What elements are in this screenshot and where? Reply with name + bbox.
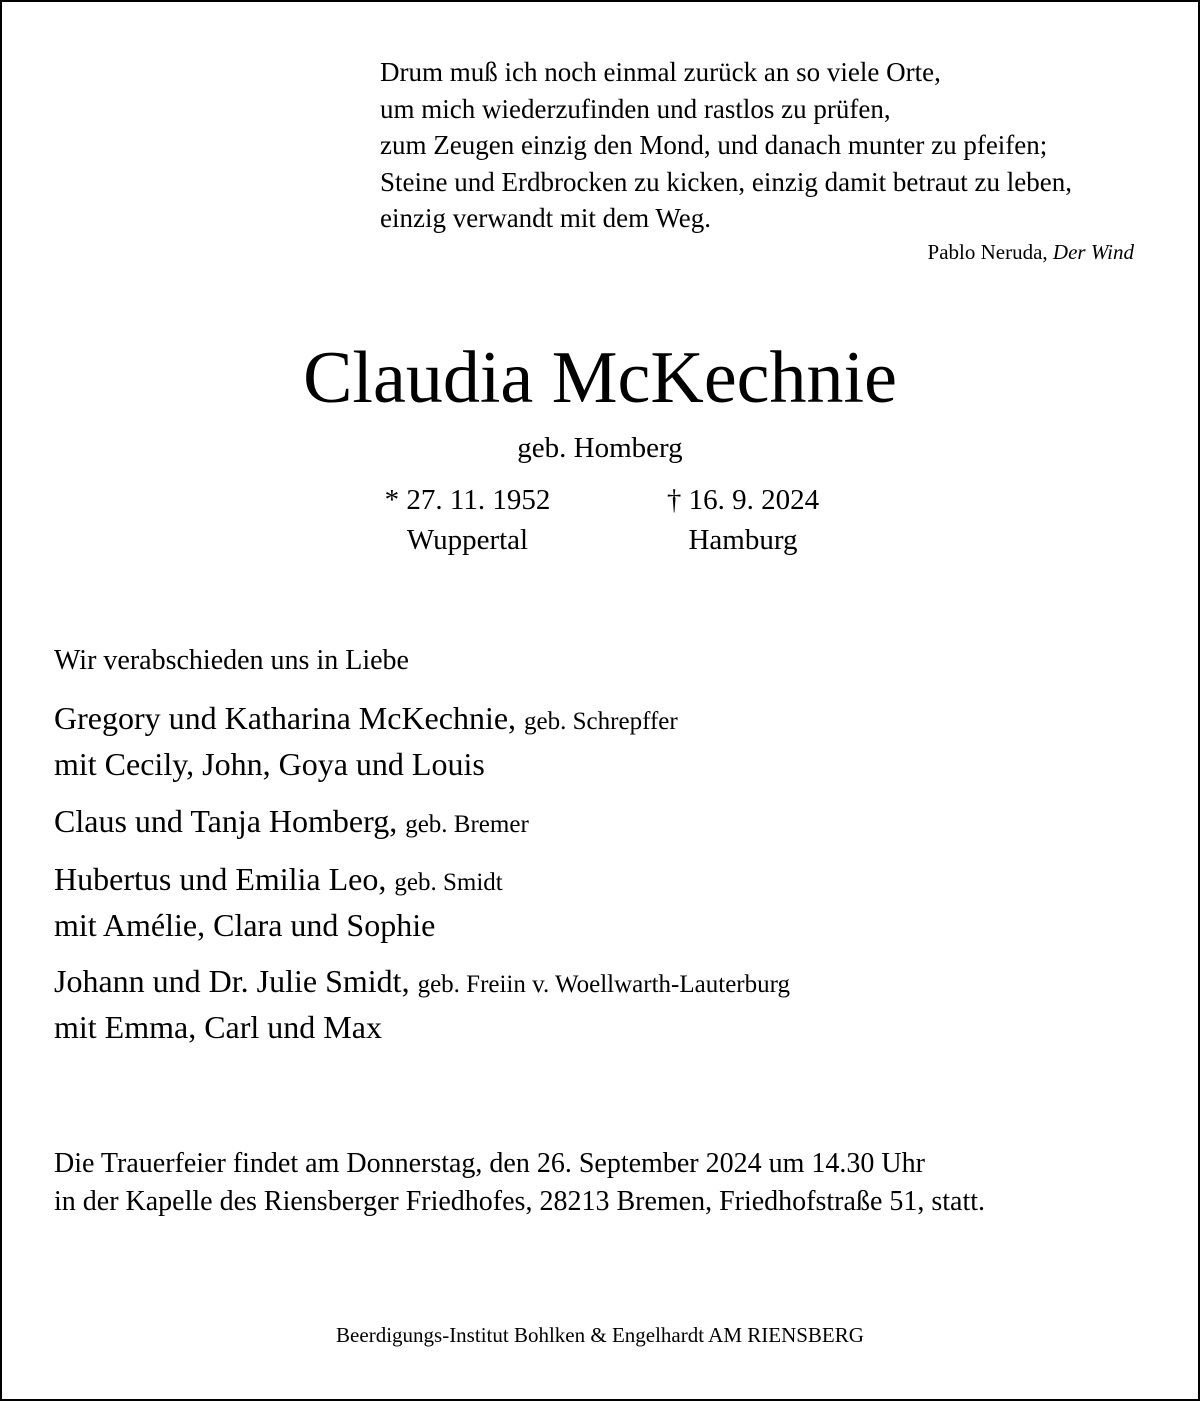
poem-author: Pablo Neruda,: [927, 240, 1048, 264]
ceremony-line: Die Trauerfeier findet am Donnerstag, den 26. September 2024 um 14.30 Uhr: [54, 1148, 925, 1179]
family-maiden-name: geb. Freiin v. Woellwarth-Lauterburg: [417, 971, 790, 998]
family-names-line: [54, 858, 503, 904]
poem-line: zum Zeugen einzig den Mond, und danach munter zu pfeifen;: [380, 130, 1048, 160]
undertaker: Beerdigungs-Institut Bohlken & Engelhardt AM RIENSBERG: [336, 1323, 864, 1347]
family-names: Gregory und Katharina McKechnie,: [54, 700, 517, 736]
death-info: [638, 480, 848, 560]
ceremony-info: [54, 1145, 985, 1220]
ceremony-line: in der Kapelle des Riensberger Friedhofes, 28213 Bremen, Friedhofstraße 51, statt.: [54, 1185, 986, 1217]
family-entry: [54, 800, 529, 846]
family-maiden-name: geb. Bremer: [405, 811, 529, 838]
family-maiden-name: geb. Smidt: [394, 869, 503, 896]
family-children: mit Amélie, Clara und Sophie: [54, 907, 436, 943]
family-maiden-name: geb. Schrepffer: [524, 708, 678, 735]
poem-line: um mich wiederzufinden und rastlos zu prüfen,: [380, 93, 891, 124]
death-place: Hamburg: [688, 524, 798, 556]
deceased-born-name: geb. Homberg: [517, 432, 683, 464]
birth-date: * 27. 11. 1952: [384, 484, 551, 516]
family-names-line: [54, 960, 790, 1006]
family-entry: [54, 858, 503, 946]
family-entry: [54, 697, 678, 785]
family-children: mit Emma, Carl und Max: [54, 1009, 382, 1045]
poem: [380, 54, 1072, 237]
poem-line: einzig verwandt mit dem Weg.: [380, 203, 711, 233]
farewell-text: Wir verabschieden uns in Liebe: [54, 645, 409, 676]
poem-line: Steine und Erdbrocken zu kicken, einzig damit betraut zu leben,: [380, 166, 1073, 197]
family-entry: [54, 960, 790, 1048]
family-names: Johann und Dr. Julie Smidt,: [54, 963, 410, 999]
family-children: mit Cecily, John, Goya und Louis: [54, 746, 485, 782]
poem-work: Der Wind: [1052, 240, 1134, 264]
poem-attribution: [928, 238, 1134, 266]
family-names: Claus und Tanja Homberg,: [54, 803, 398, 839]
death-date: † 16. 9. 2024: [666, 484, 820, 516]
deceased-name: Claudia McKechnie: [303, 337, 897, 419]
birth-info: [360, 480, 575, 560]
family-names: Hubertus und Emilia Leo,: [54, 861, 387, 897]
family-names-line: [54, 697, 678, 743]
family-names-line: [54, 800, 529, 846]
birth-place: Wuppertal: [406, 524, 529, 556]
poem-line: Drum muß ich noch einmal zurück an so viele Orte,: [380, 57, 941, 87]
